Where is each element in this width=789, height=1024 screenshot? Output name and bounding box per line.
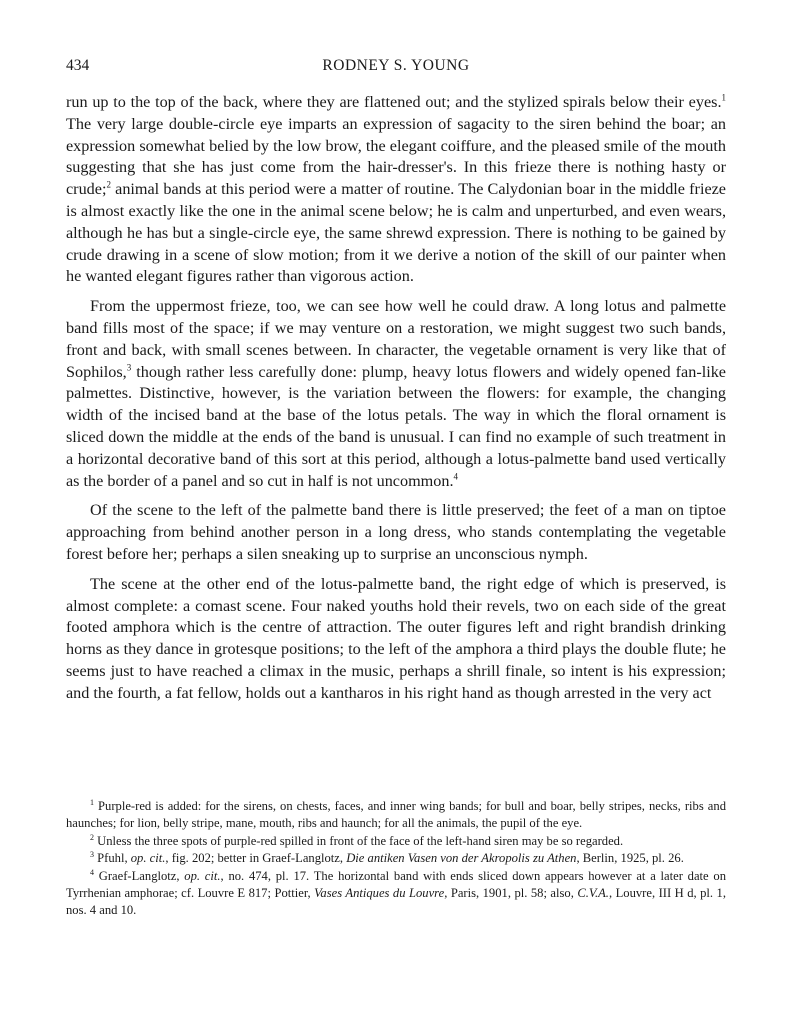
paragraph-3: Of the scene to the left of the palmette band there is little preserved; the feet of a man on tiptoe approaching from behind another person in a long dress, who stands contemplating the vegetable forest before her; perhaps a silen sneaking up to surprise an unconscious nymph. (66, 501, 726, 563)
footnote-1: $^1$ Purple-red is added: for the sirens, on chests, faces, and inner wing bands; for bull and boar, belly stripes, necks, ribs and haunches; for lion, belly stripe, mane, mouth, ribs and haunch; for all the animals, the pupil of the eye. (66, 797, 726, 830)
footnote-ref-1[interactable]: 1 (721, 92, 726, 103)
footnote-marker: 4 (90, 868, 94, 877)
cited-title: Die antiken Vasen von der Akropolis zu Athen (346, 851, 577, 866)
footnote-ref-4[interactable]: 4 (453, 471, 459, 482)
paragraph-4: The scene at the other end of the lotus-palmette band, the right edge of which is preserved, is almost complete: a comast scene. Four naked youths hold their revels, two on each side of the great footed amphora which is the centre of attraction. The outer figures left and right brandish drinking horns as they dance in grotesque positions; to the left of the amphora a third plays the double flute; he seems just to have reached a climax in the music, perhaps a shrill finale, so intent is his expression; and the fourth, a fat fellow, holds out a kantharos in his right hand as though arrested in the very act (66, 574, 726, 702)
footnote-marker: 2 (90, 832, 94, 842)
paragraph-2: From the uppermost frieze, too, we can see how well he could draw. A long lotus and palmette band fills most of the space; if we may venture on a restoration, we might suggest two such bands, front and back, with small scenes between. In character, the vegetable ornament is very like that of Sophilos,$^3$ though rather less carefully done: plump, heavy lotus flowers and widely opened fan-like palmettes. Distinctive, however, is the variation between the flowers: for example, the changing width of the incised band at the base of the lotus petals. The way in which the floral ornament is sliced down the middle at the ends of the band is unusual. I can find no example of such treatment in a horizontal decorative band of this sort at this period, although a lotus-palmette band used vertically as the border of a panel and so cut in half is not uncommon.$^4$ (66, 297, 726, 490)
footnote-marker: 3 (90, 850, 94, 860)
paragraph-1: run up to the top of the back, where they are flattened out; and the stylized spirals below their eyes.$^1$ The very large double-circle eye imparts an expression of sagacity to the siren behind the boar; an expression somewhat belied by the low brow, the elegant coiffure, and the pleased smile of the mouth suggesting that she has just come from the hair-dresser's. In this frieze there is nothing hasty or crude;$^2$ animal bands at this period were a matter of routine. The Calydonian boar in the middle frieze is almost exactly like the one in the animal scene below; he is calm and unperturbed, and even wears, although he has but a single-circle eye, the same shrewd expression. There is nothing to be gained by crude drawing in a scene of slow motion; from it we derive a notion of the skill of our painter when he wanted elegant figures rather than vigorous action. (66, 92, 726, 286)
footnote-marker: 1 (90, 797, 94, 807)
page-number: 434 (66, 57, 90, 74)
footnotes (66, 798, 726, 920)
footnote-ref-2[interactable]: 2 (106, 179, 111, 190)
page-header (66, 57, 726, 79)
running-head: RODNEY S. YOUNG (322, 57, 470, 74)
body-text (66, 92, 726, 713)
cited-title: Vases Antiques du Louvre (314, 885, 445, 900)
footnote-4: $^4$ Graef-Langlotz, op. cit., no. 474, pl. 17. The horizontal band with ends sliced down appears however at a later date on Tyrrhenian amphorae; cf. Louvre E 817; Pottier, Vases Antiques du Louvre, Paris, 1901, pl. 58; also, C.V.A., Louvre, III H d, pl. 1, nos. 4 and 10. (66, 868, 727, 917)
footnote-ref-3[interactable]: 3 (126, 362, 132, 373)
footnote-2: $^2$ Unless the three spots of purple-red spilled in front of the face of the left-hand siren may be so regarded. (90, 832, 624, 848)
footnote-3: $^3$ Pfuhl, op. cit., fig. 202; better in Graef-Langlotz, Die antiken Vasen von der Akropolis zu Athen, Berlin, 1925, pl. 26. (90, 850, 684, 866)
